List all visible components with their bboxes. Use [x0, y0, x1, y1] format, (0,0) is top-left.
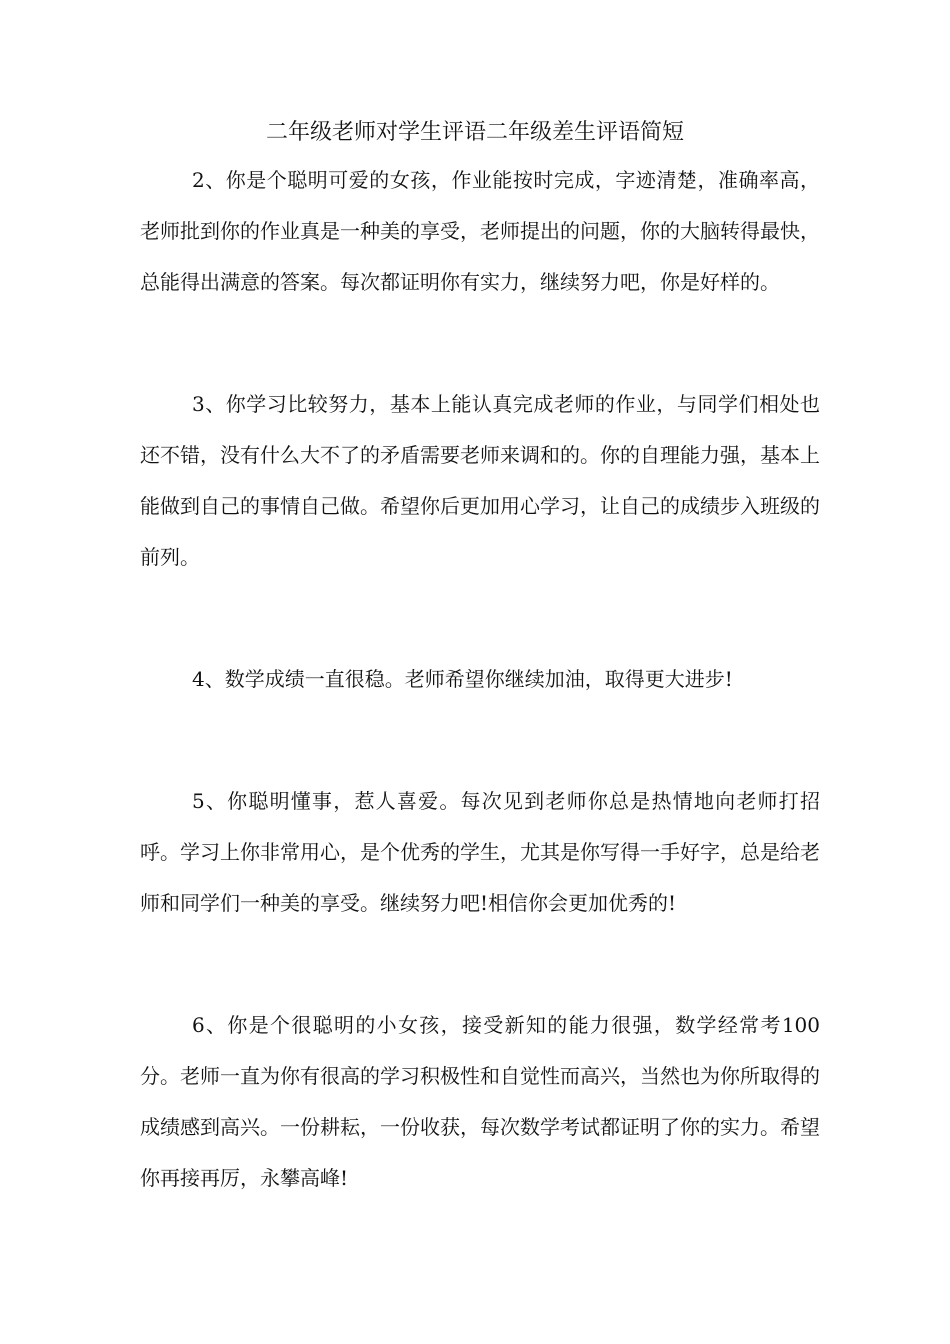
- paragraph-gap: [140, 705, 820, 776]
- paragraph-4: 4、数学成绩一直很稳。老师希望你继续加油，取得更大进步!: [192, 667, 733, 691]
- paragraph-gap: [140, 308, 820, 379]
- document-title: 二年级老师对学生评语二年级差生评语简短: [265, 120, 684, 145]
- paragraph-6: 6、你是个很聪明的小女孩，接受新知的能力很强，数学经常考100分。老师一直为你有很高的学习积极性和自觉性而高兴，当然也为你所取得的成绩感到高兴。一份耕耘，一份收获，每次数学考试都证明了你的实力。希望你再接再厉，永攀高峰!: [140, 1013, 820, 1190]
- paragraph-2: 2、你是个聪明可爱的女孩，作业能按时完成，字迹清楚，准确率高，老师批到你的作业真是一种美的享受，老师提出的问题，你的大脑转得最快，总能得出满意的答案。每次都证明你有实力，继续努力吧，你是好样的。: [140, 168, 820, 294]
- paragraph-gap: [140, 929, 820, 1000]
- document-body: [140, 155, 820, 1204]
- paragraph-gap: [140, 583, 820, 654]
- paragraph-5: 5、你聪明懂事，惹人喜爱。每次见到老师你总是热情地向老师打招呼。学习上你非常用心，是个优秀的学生，尤其是你写得一手好字，总是给老师和同学们一种美的享受。继续努力吧!相信你会更加优秀的!: [140, 789, 820, 915]
- paragraph-3: 3、你学习比较努力，基本上能认真完成老师的作业，与同学们相处也还不错，没有什么大不了的矛盾需要老师来调和的。你的自理能力强，基本上能做到自己的事情自己做。希望你后更加用心学习，让自己的成绩步入班级的前列。: [140, 392, 820, 569]
